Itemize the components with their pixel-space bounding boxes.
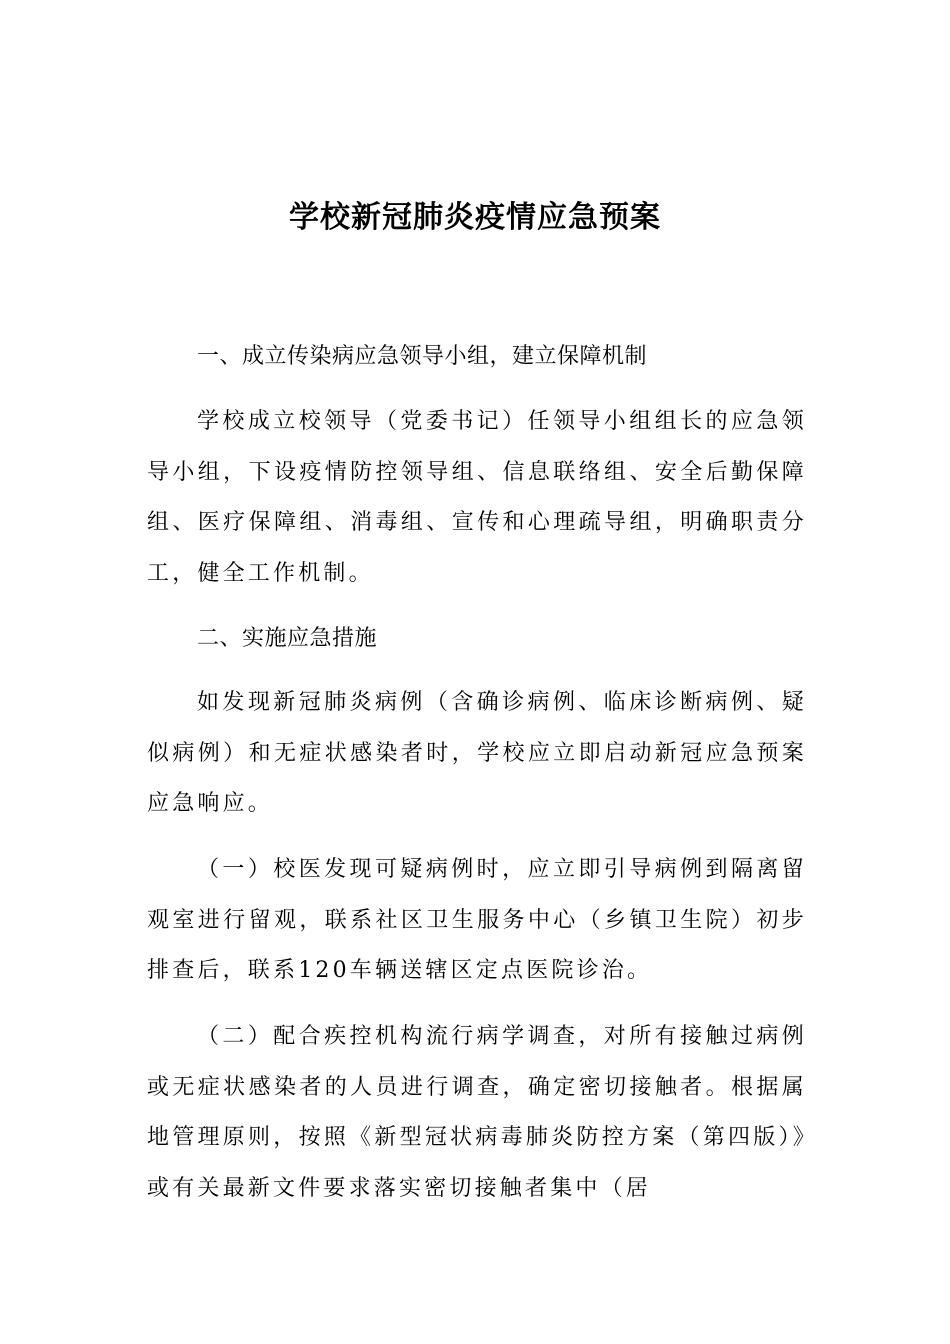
section-heading-2: 二、实施应急措施 [197, 626, 378, 651]
document-title: 学校新冠肺炎疫情应急预案 [289, 200, 661, 235]
section-heading-1: 一、成立传染病应急领导小组，建立保障机制 [197, 344, 648, 369]
section-2-paragraph-3: （二）配合疾控机构流行病学调查，对所有接触过病例或无症状感染者的人员进行调查，确定密切接触者。根据属地管理原则，按照《新型冠状病毒肺炎防控方案（第四版）》或有关最新文件要求落实密切接触者集中（居 [147, 1024, 807, 1201]
section-2-paragraph-1: 如发现新冠肺炎病例（含确诊病例、临床诊断病例、疑似病例）和无症状感染者时，学校应立即启动新冠应急预案应急响应。 [147, 690, 807, 816]
section-1-paragraph: 学校成立校领导（党委书记）任领导小组组长的应急领导小组，下设疫情防控领导组、信息联络组、安全后勤保障组、医疗保障组、消毒组、宣传和心理疏导组，明确职责分工，健全工作机制。 [147, 409, 807, 586]
section-2-paragraph-2: （一）校医发现可疑病例时，应立即引导病例到隔离留观室进行留观，联系社区卫生服务中心（乡镇卫生院）初步排查后，联系120车辆送辖区定点医院诊治。 [147, 857, 807, 983]
